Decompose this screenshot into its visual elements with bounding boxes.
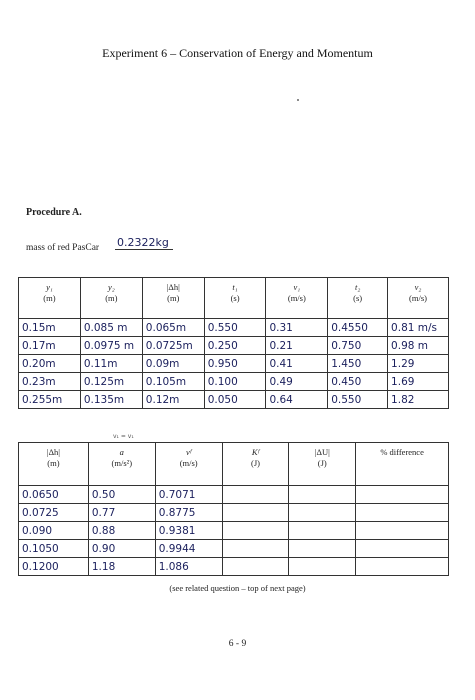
table-cell [222,522,289,540]
table-row [19,355,449,373]
table-cell: 0.11m [80,355,142,373]
header-acceleration: a (m/s²) [88,443,155,486]
table-header-row [19,278,449,319]
table-cell: 0.77 [88,504,155,522]
table-cell: 0.050 [204,391,266,409]
table-cell: 0.135m [80,391,142,409]
table-cell: 0.0975 m [80,337,142,355]
table-cell: 0.1050 [19,540,89,558]
table-cell: 0.7071 [155,486,222,504]
table-cell [289,540,356,558]
table-cell [289,504,356,522]
table-cell: 0.41 [266,355,328,373]
table-row [19,373,449,391]
table-cell: 0.20m [19,355,81,373]
table-cell: 0.065m [142,319,204,337]
table-row [19,486,449,504]
table-cell: 0.250 [204,337,266,355]
table-cell: 0.8775 [155,504,222,522]
table-cell: 0.21 [266,337,328,355]
header-kf: Kᶠ (J) [222,443,289,486]
table-cell [289,558,356,576]
energy-table [18,442,449,576]
table-header-row [19,443,449,486]
page-title: Experiment 6 – Conservation of Energy and Momentum [102,46,373,60]
table-cell: 0.31 [266,319,328,337]
header-y1: y₁ (m) [19,278,81,319]
handwritten-scribble: v₁ = v₁ [113,433,134,440]
table-cell: 0.98 m [388,337,449,355]
related-question-note: (see related question – top of next page) [169,583,306,593]
table-cell: 0.750 [328,337,388,355]
table-cell [222,504,289,522]
table-cell: 0.23m [19,373,81,391]
table-row [19,337,449,355]
procedure-heading: Procedure A. [26,207,82,218]
table-cell: 0.090 [19,522,89,540]
table-cell: 0.125m [80,373,142,391]
table-cell: 0.15m [19,319,81,337]
table-cell: 1.69 [388,373,449,391]
header-y2: y₂ (m) [80,278,142,319]
table-cell: 1.450 [328,355,388,373]
table-cell [289,522,356,540]
table-cell: 1.82 [388,391,449,409]
table-cell: 0.550 [204,319,266,337]
measurement-table [18,277,449,409]
table-cell: 1.18 [88,558,155,576]
table-row [19,504,449,522]
table-cell [356,540,449,558]
table-row [19,558,449,576]
table-cell [356,504,449,522]
table-cell: 0.950 [204,355,266,373]
table-cell: 1.086 [155,558,222,576]
page-number: 6 - 9 [228,639,247,649]
table-cell [356,522,449,540]
table-cell: 0.085 m [80,319,142,337]
table-row [19,391,449,409]
table-cell: 0.90 [88,540,155,558]
table-cell: 0.0725m [142,337,204,355]
header-v2: v₂ (m/s) [388,278,449,319]
table-cell: 0.550 [328,391,388,409]
table-cell: 0.100 [204,373,266,391]
table-cell: 1.29 [388,355,449,373]
table-cell: 0.09m [142,355,204,373]
table-cell [222,558,289,576]
table-cell: 0.9381 [155,522,222,540]
mass-label: mass of red PasCar [26,243,100,253]
stray-mark [297,99,299,101]
table-cell: 0.0650 [19,486,89,504]
table-cell: 0.105m [142,373,204,391]
header-delta-h: |Δh| (m) [142,278,204,319]
table-cell: 0.0725 [19,504,89,522]
header-vf: vᶠ (m/s) [155,443,222,486]
table-cell: 0.12m [142,391,204,409]
table-cell: 0.49 [266,373,328,391]
table-cell: 0.1200 [19,558,89,576]
header-percent-difference: % difference [356,443,449,486]
table-cell: 0.81 m/s [388,319,449,337]
table-cell [222,486,289,504]
mass-value: 0.2322kg [115,236,173,250]
header-t2: t₂ (s) [328,278,388,319]
table-cell [289,486,356,504]
table-cell: 0.50 [88,486,155,504]
header-delta-h: |Δh| (m) [19,443,89,486]
table-row [19,540,449,558]
header-v1: v₁ (m/s) [266,278,328,319]
table-row [19,319,449,337]
table-cell: 0.255m [19,391,81,409]
table-cell: 0.17m [19,337,81,355]
table-cell: 0.450 [328,373,388,391]
table-cell: 0.9944 [155,540,222,558]
table-cell [222,540,289,558]
table-cell [356,558,449,576]
table-cell: 0.88 [88,522,155,540]
header-t1: t₁ (s) [204,278,266,319]
header-delta-u: |ΔU| (J) [289,443,356,486]
table-row [19,522,449,540]
table-cell: 0.4550 [328,319,388,337]
table-cell [356,486,449,504]
table-cell: 0.64 [266,391,328,409]
